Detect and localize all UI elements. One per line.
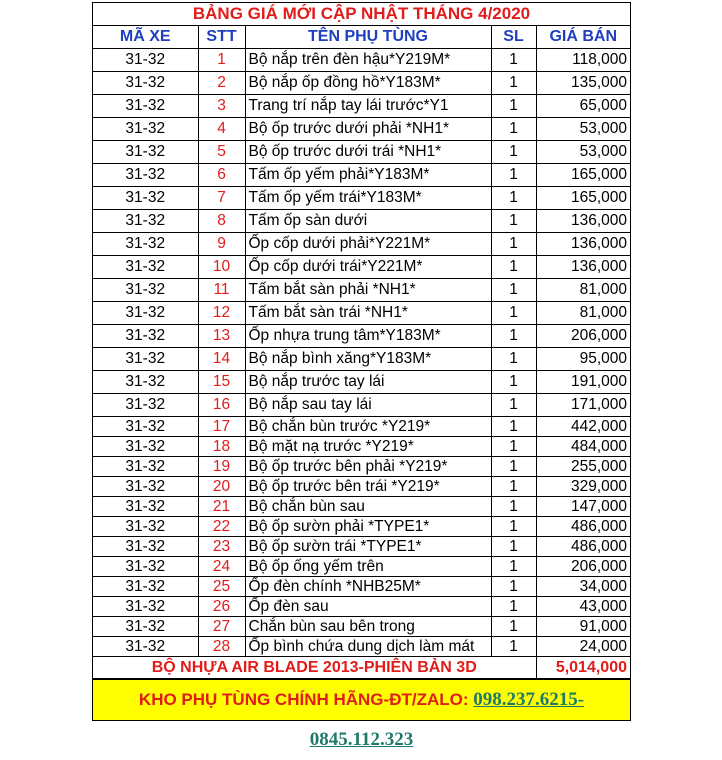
cell-ma-xe: 31-32 <box>93 187 198 210</box>
cell-ten-phu-tung: Tấm ốp yếm phải*Y183M* <box>245 164 491 187</box>
cell-sl: 1 <box>491 417 536 437</box>
table-row <box>93 617 630 637</box>
cell-gia-ban: 53,000 <box>536 118 630 141</box>
table-row <box>93 95 630 118</box>
cell-stt: 25 <box>198 577 245 597</box>
table-row <box>93 477 630 497</box>
cell-ma-xe: 31-32 <box>93 394 198 417</box>
cell-ma-xe: 31-32 <box>93 457 198 477</box>
header-sl: SL <box>491 26 536 49</box>
cell-stt: 1 <box>198 49 245 72</box>
cell-gia-ban: 53,000 <box>536 141 630 164</box>
cell-gia-ban: 24,000 <box>536 637 630 657</box>
cell-sl: 1 <box>491 457 536 477</box>
cell-stt: 15 <box>198 371 245 394</box>
cell-ma-xe: 31-32 <box>93 537 198 557</box>
cell-gia-ban: 135,000 <box>536 72 630 95</box>
cell-ten-phu-tung: Ốp cốp dưới phải*Y221M* <box>245 233 491 256</box>
cell-ten-phu-tung: Ốp đèn sau <box>245 597 491 617</box>
cell-ten-phu-tung: Tấm bắt sàn trái *NH1* <box>245 302 491 325</box>
cell-stt: 22 <box>198 517 245 537</box>
cell-ma-xe: 31-32 <box>93 95 198 118</box>
cell-stt: 21 <box>198 497 245 517</box>
cell-ten-phu-tung: Chắn bùn sau bên trong <box>245 617 491 637</box>
table-row <box>93 256 630 279</box>
cell-ma-xe: 31-32 <box>93 371 198 394</box>
contact-label: KHO PHỤ TÙNG CHÍNH HÃNG-ĐT/ZALO: <box>138 690 474 709</box>
cell-sl: 1 <box>491 477 536 497</box>
cell-stt: 10 <box>198 256 245 279</box>
cell-sl: 1 <box>491 95 536 118</box>
contact-phone-link[interactable]: 098.237.6215-0845.112.323 <box>309 689 585 750</box>
cell-stt: 13 <box>198 325 245 348</box>
cell-sl: 1 <box>491 437 536 457</box>
cell-sl: 1 <box>491 118 536 141</box>
cell-sl: 1 <box>491 279 536 302</box>
cell-gia-ban: 91,000 <box>536 617 630 637</box>
cell-ma-xe: 31-32 <box>93 72 198 95</box>
cell-sl: 1 <box>491 348 536 371</box>
cell-ten-phu-tung: Bộ chắn bùn sau <box>245 497 491 517</box>
cell-stt: 26 <box>198 597 245 617</box>
table-row <box>93 557 630 577</box>
cell-stt: 27 <box>198 617 245 637</box>
cell-gia-ban: 34,000 <box>536 577 630 597</box>
cell-gia-ban: 95,000 <box>536 348 630 371</box>
price-table <box>93 26 630 679</box>
cell-ten-phu-tung: Ốp cốp dưới trái*Y221M* <box>245 256 491 279</box>
cell-gia-ban: 442,000 <box>536 417 630 437</box>
cell-ma-xe: 31-32 <box>93 437 198 457</box>
cell-gia-ban: 65,000 <box>536 95 630 118</box>
cell-sl: 1 <box>491 49 536 72</box>
cell-gia-ban: 165,000 <box>536 187 630 210</box>
cell-gia-ban: 136,000 <box>536 256 630 279</box>
cell-ten-phu-tung: Trang trí nắp tay lái trước*Y1 <box>245 95 491 118</box>
cell-ma-xe: 31-32 <box>93 617 198 637</box>
header-gia-ban: GIÁ BÁN <box>536 26 630 49</box>
cell-stt: 28 <box>198 637 245 657</box>
total-label: BỘ NHỰA AIR BLADE 2013-PHIÊN BẢN 3D <box>93 657 536 679</box>
cell-ma-xe: 31-32 <box>93 325 198 348</box>
cell-stt: 12 <box>198 302 245 325</box>
table-row <box>93 597 630 617</box>
table-row <box>93 164 630 187</box>
cell-ten-phu-tung: Bộ ốp trước bên trái *Y219* <box>245 477 491 497</box>
cell-ma-xe: 31-32 <box>93 577 198 597</box>
cell-sl: 1 <box>491 141 536 164</box>
cell-ma-xe: 31-32 <box>93 497 198 517</box>
cell-stt: 18 <box>198 437 245 457</box>
header-ten-phu-tung: TÊN PHỤ TÙNG <box>245 26 491 49</box>
table-row <box>93 302 630 325</box>
total-value: 5,014,000 <box>536 657 630 679</box>
cell-stt: 11 <box>198 279 245 302</box>
cell-ma-xe: 31-32 <box>93 302 198 325</box>
cell-stt: 24 <box>198 557 245 577</box>
cell-gia-ban: 118,000 <box>536 49 630 72</box>
cell-sl: 1 <box>491 187 536 210</box>
table-row <box>93 437 630 457</box>
cell-ten-phu-tung: Bộ ốp sườn trái *TYPE1* <box>245 537 491 557</box>
cell-gia-ban: 191,000 <box>536 371 630 394</box>
cell-ma-xe: 31-32 <box>93 637 198 657</box>
cell-gia-ban: 136,000 <box>536 210 630 233</box>
cell-sl: 1 <box>491 577 536 597</box>
cell-ten-phu-tung: Bộ nắp sau tay lái <box>245 394 491 417</box>
cell-sl: 1 <box>491 233 536 256</box>
table-row <box>93 457 630 477</box>
table-row <box>93 637 630 657</box>
cell-stt: 6 <box>198 164 245 187</box>
cell-gia-ban: 486,000 <box>536 537 630 557</box>
table-row <box>93 325 630 348</box>
cell-stt: 16 <box>198 394 245 417</box>
table-row <box>93 394 630 417</box>
table-row <box>93 72 630 95</box>
cell-ten-phu-tung: Bộ nắp ốp đồng hồ*Y183M* <box>245 72 491 95</box>
contact-banner <box>93 679 630 750</box>
header-ma-xe: MÃ XE <box>93 26 198 49</box>
table-row <box>93 371 630 394</box>
cell-sl: 1 <box>491 394 536 417</box>
cell-ten-phu-tung: Ốp bình chứa dung dịch làm mát <box>245 637 491 657</box>
cell-stt: 14 <box>198 348 245 371</box>
cell-stt: 7 <box>198 187 245 210</box>
cell-gia-ban: 81,000 <box>536 279 630 302</box>
cell-stt: 23 <box>198 537 245 557</box>
cell-ten-phu-tung: Bộ nắp bình xăng*Y183M* <box>245 348 491 371</box>
cell-ten-phu-tung: Bộ ốp trước bên phải *Y219* <box>245 457 491 477</box>
cell-stt: 4 <box>198 118 245 141</box>
cell-sl: 1 <box>491 517 536 537</box>
cell-ma-xe: 31-32 <box>93 233 198 256</box>
cell-ten-phu-tung: Ốp đèn chính *NHB25M* <box>245 577 491 597</box>
table-row <box>93 233 630 256</box>
cell-sl: 1 <box>491 537 536 557</box>
cell-ten-phu-tung: Bộ chắn bùn trước *Y219* <box>245 417 491 437</box>
cell-ma-xe: 31-32 <box>93 279 198 302</box>
cell-gia-ban: 171,000 <box>536 394 630 417</box>
cell-ma-xe: 31-32 <box>93 557 198 577</box>
cell-gia-ban: 329,000 <box>536 477 630 497</box>
cell-gia-ban: 147,000 <box>536 497 630 517</box>
cell-sl: 1 <box>491 557 536 577</box>
cell-gia-ban: 206,000 <box>536 325 630 348</box>
table-row <box>93 141 630 164</box>
cell-ten-phu-tung: Bộ ốp sườn phải *TYPE1* <box>245 517 491 537</box>
cell-ma-xe: 31-32 <box>93 210 198 233</box>
cell-sl: 1 <box>491 637 536 657</box>
header-stt: STT <box>198 26 245 49</box>
cell-ma-xe: 31-32 <box>93 164 198 187</box>
cell-ma-xe: 31-32 <box>93 517 198 537</box>
table-row <box>93 210 630 233</box>
cell-gia-ban: 486,000 <box>536 517 630 537</box>
cell-ma-xe: 31-32 <box>93 348 198 371</box>
cell-gia-ban: 136,000 <box>536 233 630 256</box>
table-row <box>93 118 630 141</box>
cell-stt: 8 <box>198 210 245 233</box>
cell-ten-phu-tung: Bộ nắp trên đèn hậu*Y219M* <box>245 49 491 72</box>
cell-stt: 20 <box>198 477 245 497</box>
cell-gia-ban: 81,000 <box>536 302 630 325</box>
cell-ma-xe: 31-32 <box>93 597 198 617</box>
cell-sl: 1 <box>491 497 536 517</box>
cell-gia-ban: 255,000 <box>536 457 630 477</box>
cell-stt: 19 <box>198 457 245 477</box>
cell-sl: 1 <box>491 597 536 617</box>
price-sheet <box>92 2 631 750</box>
cell-ten-phu-tung: Bộ ốp trước dưới phải *NH1* <box>245 118 491 141</box>
cell-ma-xe: 31-32 <box>93 477 198 497</box>
table-row <box>93 348 630 371</box>
cell-stt: 2 <box>198 72 245 95</box>
cell-stt: 3 <box>198 95 245 118</box>
cell-sl: 1 <box>491 617 536 637</box>
cell-gia-ban: 484,000 <box>536 437 630 457</box>
table-row <box>93 517 630 537</box>
table-row <box>93 279 630 302</box>
cell-sl: 1 <box>491 302 536 325</box>
cell-ten-phu-tung: Tấm bắt sàn phải *NH1* <box>245 279 491 302</box>
cell-sl: 1 <box>491 210 536 233</box>
cell-ma-xe: 31-32 <box>93 49 198 72</box>
cell-ten-phu-tung: Bộ mặt nạ trước *Y219* <box>245 437 491 457</box>
cell-sl: 1 <box>491 371 536 394</box>
cell-sl: 1 <box>491 72 536 95</box>
cell-sl: 1 <box>491 256 536 279</box>
cell-sl: 1 <box>491 325 536 348</box>
table-row <box>93 537 630 557</box>
cell-ma-xe: 31-32 <box>93 141 198 164</box>
cell-ten-phu-tung: Ốp nhựa trung tâm*Y183M* <box>245 325 491 348</box>
cell-ten-phu-tung: Bộ ốp trước dưới trái *NH1* <box>245 141 491 164</box>
cell-ten-phu-tung: Tấm ốp sàn dưới <box>245 210 491 233</box>
cell-sl: 1 <box>491 164 536 187</box>
cell-ma-xe: 31-32 <box>93 417 198 437</box>
total-row <box>93 657 630 679</box>
cell-ten-phu-tung: Bộ ốp ống yếm trên <box>245 557 491 577</box>
cell-ma-xe: 31-32 <box>93 118 198 141</box>
cell-stt: 9 <box>198 233 245 256</box>
cell-ten-phu-tung: Tấm ốp yếm trái*Y183M* <box>245 187 491 210</box>
table-row <box>93 577 630 597</box>
cell-stt: 17 <box>198 417 245 437</box>
cell-ten-phu-tung: Bộ nắp trước tay lái <box>245 371 491 394</box>
cell-gia-ban: 43,000 <box>536 597 630 617</box>
table-row <box>93 497 630 517</box>
cell-gia-ban: 165,000 <box>536 164 630 187</box>
cell-stt: 5 <box>198 141 245 164</box>
cell-ma-xe: 31-32 <box>93 256 198 279</box>
table-row <box>93 49 630 72</box>
header-row <box>93 26 630 49</box>
table-row <box>93 187 630 210</box>
table-row <box>93 417 630 437</box>
cell-gia-ban: 206,000 <box>536 557 630 577</box>
sheet-title: BẢNG GIÁ MỚI CẬP NHẬT THÁNG 4/2020 <box>93 3 630 26</box>
